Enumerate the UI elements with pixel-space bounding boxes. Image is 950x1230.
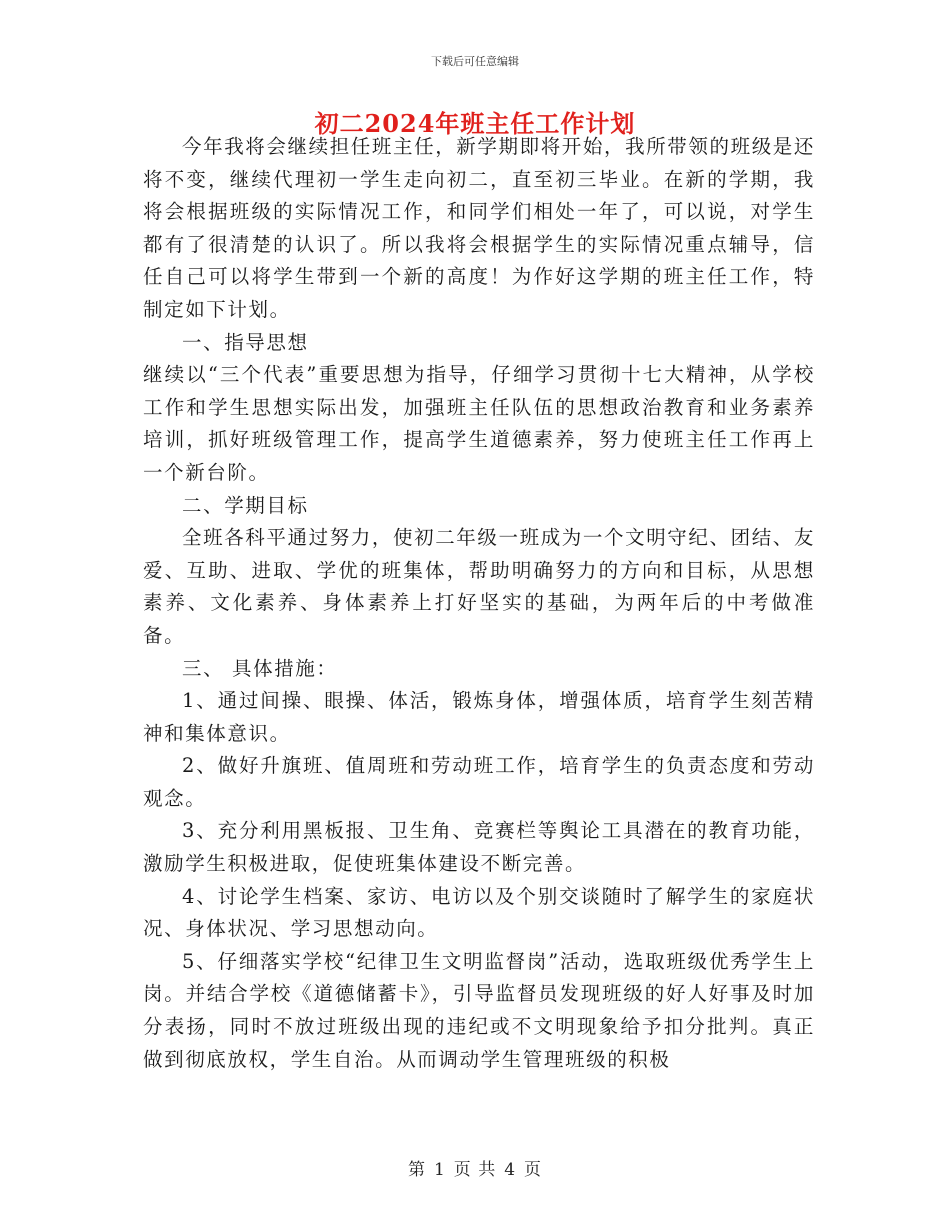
measure-item-3: 3、充分利用黑板报、卫生角、竞赛栏等舆论工具潜在的教育功能，激励学生积极进取，促使班集体建设不断完善。	[143, 819, 815, 876]
paragraph-guiding-thought: 继续以“三个代表”重要思想为指导，仔细学习贯彻十七大精神，从学校工作和学生思想实际出发，加强班主任队伍的思想政治教育和业务素养培训，抓好班级管理工作，提高学生道德素养，努力使班主任工作再上一个新台阶。	[143, 363, 815, 484]
section-heading-measures: 三、 具体措施：	[182, 656, 338, 680]
document-title: 初二2024年班主任工作计划	[314, 109, 636, 138]
document-body	[143, 131, 815, 1076]
header-note: 下载后可任意编辑	[431, 55, 519, 68]
measure-item-5: 5、仔细落实学校“纪律卫生文明监督岗”活动，选取班级优秀学生上岗。并结合学校《道德储蓄卡》，引导监督员发现班级的好人好事及时加分表扬，同时不放过班级出现的违纪或不文明现象给予扣分批判。真正做到彻底放权，学生自治。从而调动学生管理班级的积极	[143, 949, 815, 1071]
page-label-suffix: 页	[524, 1160, 543, 1180]
total-pages-number: 4	[504, 1160, 517, 1180]
measure-item-4: 4、讨论学生档案、家访、电访以及个别交谈随时了解学生的家庭状况、身体状况、学习思想动向。	[143, 884, 815, 941]
measure-item-2: 2、做好升旗班、值周班和劳动班工作，培育学生的负责态度和劳动观念。	[143, 754, 815, 810]
section-heading-guiding-thought: 一、指导思想	[182, 330, 309, 354]
current-page-number: 1	[433, 1160, 446, 1180]
section-heading-semester-goal: 二、学期目标	[182, 493, 309, 517]
paragraph-semester-goal: 全班各科平通过努力，使初二年级一班成为一个文明守纪、团结、友爱、互助、进取、学优的班集体，帮助明确努力的方向和目标，从思想素养、文化素养、身体素养上打好坚实的基础，为两年后的中考做准备。	[143, 526, 816, 647]
measure-item-1: 1、通过间操、眼操、体活，锻炼身体，增强体质，培育学生刻苦精神和集体意识。	[143, 689, 815, 745]
paragraph-intro: 今年我将会继续担任班主任，新学期即将开始，我所带领的班级是还将不变，继续代理初一学生走向初二，直至初三毕业。在新的学期，我将会根据班级的实际情况工作，和同学们相处一年了，可以说，对学生都有了很清楚的认识了。所以我将会根据学生的实际情况重点辅导，信任自己可以将学生带到一个新的高度！为作好这学期的班主任工作，特制定如下计划。	[143, 135, 816, 321]
page-footer	[0, 1155, 950, 1180]
page-label-mid: 页 共	[453, 1160, 497, 1180]
page-label-prefix: 第	[407, 1160, 426, 1180]
